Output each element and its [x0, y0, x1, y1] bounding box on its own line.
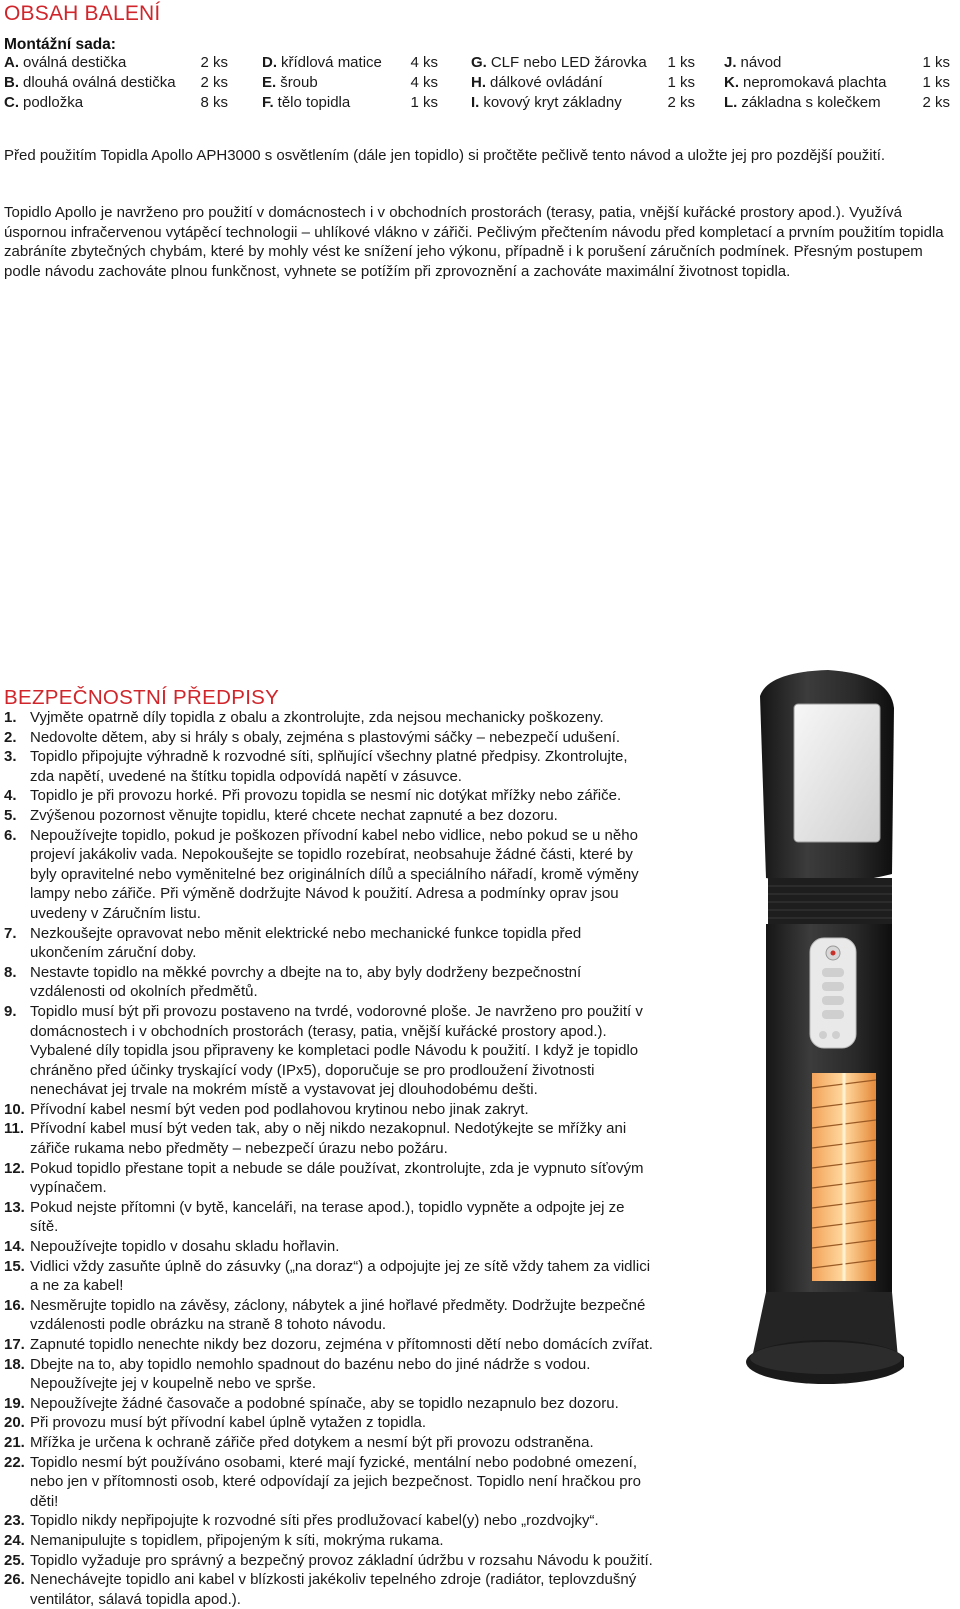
- rule-number: 9.: [4, 1002, 17, 1020]
- rule-text: Vyjměte opatrně díly topidla z obalu a zkontrolujte, zda nejsou mechanicky poškozeny.: [30, 709, 604, 726]
- rule-number: 1.: [4, 709, 17, 726]
- rule-number: 18.: [4, 1355, 25, 1373]
- rule-text: Při provozu musí být přívodní kabel úplně vytažen z topidla.: [30, 1414, 427, 1432]
- rule-text: Nesměrujte topidlo na závěsy, záclony, nábytek a jiné hořlavé předměty. Dodržujte bezpečné vzdálenosti podle obrázku na straně 8 tohoto návodu.: [30, 1296, 646, 1334]
- safety-rule: [4, 806, 654, 826]
- rule-number: 24.: [4, 1531, 25, 1549]
- safety-rule: [4, 1100, 654, 1120]
- rule-number: 17.: [4, 1336, 25, 1353]
- safety-rule: [4, 1570, 654, 1609]
- rule-text: Pokud topidlo přestane topit a nebude se dále používat, zkontrolujte, zda je vypnuto síťovým vypínačem.: [30, 1159, 644, 1197]
- rule-text: Zvýšenou pozornost věnujte topidlu, které chcete nechat zapnuté a bez dozoru.: [30, 806, 558, 824]
- part-item: J. návod 1 ks: [724, 54, 950, 71]
- rule-number: 13.: [4, 1198, 25, 1216]
- rule-text: Topidlo nikdy nepřipojujte k rozvodné síti přes prodlužovací kabel(y) nebo „rozdvojky“.: [30, 1512, 599, 1530]
- rule-number: 16.: [4, 1296, 25, 1314]
- part-item: F. tělo topidla 1 ks: [262, 94, 438, 111]
- safety-rule: [4, 924, 654, 963]
- rule-text: Nezkoušejte opravovat nebo měnit elektrické nebo mechanické funkce topidla před ukončením záruční doby.: [30, 924, 582, 962]
- safety-rule: [4, 1335, 654, 1355]
- safety-rule: [4, 1198, 654, 1237]
- rule-number: 2.: [4, 728, 17, 746]
- rule-number: 20.: [4, 1414, 25, 1432]
- safety-rule: [4, 1355, 654, 1394]
- rule-text: Nepoužívejte žádné časovače a podobné spínače, aby se topidlo nezapnulo bez dozoru.: [30, 1394, 619, 1412]
- safety-rule: [4, 728, 654, 748]
- safety-rules-list: [4, 708, 654, 1609]
- safety-rule: [4, 1433, 654, 1453]
- rule-number: 23.: [4, 1512, 25, 1530]
- assembly-heading: Montážní sada:: [4, 36, 116, 53]
- safety-rule: [4, 747, 654, 786]
- safety-rule: [4, 1511, 654, 1531]
- rule-number: 25.: [4, 1551, 25, 1569]
- safety-rule: [4, 963, 654, 1002]
- part-item: L. základna s kolečkem 2 ks: [724, 94, 950, 111]
- part-item: A. oválná destička 2 ks: [4, 54, 228, 71]
- rule-text: Topidlo musí být při provozu postaveno na tvrdé, vodorovné ploše. Je navrženo pro použití v domácnostech i v obchodních prostorách (terasy, patia, vnější kuřácké prostory apod.). Vybalené díly topidla jsou připraveny ke kompletaci podle Návodu k použití. I když je topidlo chráněno před účinky tryskající vody (IPx5), doporučuje se pro prodloužení životnosti nenechávat jej trvale na mokrém místě a vystavovat jej dlouhodobému dešti.: [30, 1002, 643, 1099]
- part-item: H. dálkové ovládání 1 ks: [471, 74, 695, 91]
- safety-rule: [4, 1531, 654, 1551]
- rule-number: 14.: [4, 1238, 25, 1256]
- rule-number: 3.: [4, 748, 17, 766]
- rule-text: Topidlo připojujte výhradně k rozvodné síti, splňující všechny platné předpisy. Zkontrolujte, zda napětí, uvedené na štítku topidla odpovídá napětí v zásuvce.: [30, 748, 628, 785]
- rule-number: 11.: [4, 1120, 25, 1138]
- safety-rule: [4, 1119, 654, 1158]
- part-item: C. podložka 8 ks: [4, 94, 228, 111]
- rule-number: 21.: [4, 1433, 25, 1451]
- rule-number: 26.: [4, 1571, 25, 1589]
- rule-text: Topidlo nesmí být používáno osobami, které mají fyzické, mentální nebo podobné omezení, nebo jen v přítomnosti osob, které odpovídají za jejich bezpečnost. Topidlo není hračkou pro děti!: [30, 1453, 641, 1510]
- rule-number: 12.: [4, 1159, 25, 1177]
- safety-rule: [4, 786, 654, 806]
- rule-text: Topidlo vyžaduje pro správný a bezpečný provoz základní údržbu v rozsahu Návodu k použití.: [30, 1551, 653, 1569]
- safety-rule: [4, 1296, 654, 1335]
- rule-text: Zapnuté topidlo nenechte nikdy bez dozoru, zejména v přítomnosti dětí nebo domácích zvířat.: [30, 1336, 653, 1353]
- rule-text: Přívodní kabel nesmí být veden pod podlahovou krytinou nebo jinak zakryt.: [30, 1100, 529, 1118]
- rule-number: 19.: [4, 1394, 25, 1412]
- rule-text: Nestavte topidlo na měkké povrchy a dbejte na to, aby byly dodrženy bezpečnostní vzdálenosti od okolních předmětů.: [30, 963, 582, 1001]
- rule-number: 8.: [4, 963, 17, 981]
- rule-number: 5.: [4, 806, 17, 824]
- parts-column-1: [4, 53, 228, 113]
- intro-paragraph-2: Topidlo Apollo je navrženo pro použití v domácnostech i v obchodních prostorách (terasy, patia, vnější kuřácké prostory apod.). Využívá úspornou infračervenou vytápěcí technologii – uhlíkové vlákno v zářiči. Pečlivým přečtením návodu před kompletací a prvním použitím topidla zabráníte zbytečných chybám, které by mohly vést ke snížení jeho výkonu, případně i k porušení záručních podmínek. Přesným postupem podle návodu zachováte plnou funkčnost, vyhnete se potížím při zprovoznění a zachováte maximální životnost topidla.: [4, 204, 944, 280]
- rule-text: Pokud nejste přítomni (v bytě, kanceláři, na terase apod.), topidlo vypněte a odpojte jej ze sítě.: [30, 1198, 625, 1236]
- parts-column-2: [262, 53, 438, 113]
- safety-rule: [4, 1159, 654, 1198]
- safety-rule: [4, 1453, 654, 1512]
- rule-text: Mřížka je určena k ochraně zářiče před dotykem a nesmí být při provozu odstraněna.: [30, 1433, 594, 1451]
- page-title: OBSAH BALENÍ: [4, 2, 161, 25]
- rule-text: Nepoužívejte topidlo, pokud je poškozen přívodní kabel nebo vidlice, nebo pokud se u něho projeví jakákoliv vada. Nepokoušejte se topidlo rozebírat, neobsahuje žádné části, které by byly opravitelné nebo vyměnitelné bez originálních dílů a speciálního nářadí, kromě výměny lampy nebo zářiče. Při výměně dodržujte Návod k použití. Adresa a podmínky oprav jsou uvedeny v Záručním listu.: [30, 826, 639, 922]
- safety-rule: [4, 1237, 654, 1257]
- safety-rule: [4, 1551, 654, 1571]
- safety-rule: [4, 826, 654, 924]
- part-item: D. křídlová matice 4 ks: [262, 54, 438, 71]
- rule-text: Přívodní kabel musí být veden tak, aby o něj nikdo nezakopnul. Nedotýkejte se mřížky ani zářiče rukama nebo předměty – nebezpečí úrazu nebo požáru.: [30, 1120, 627, 1158]
- rule-number: 10.: [4, 1100, 25, 1118]
- intro-paragraph-1: Před použitím Topidla Apollo APH3000 s osvětlením (dále jen topidlo) si pročtěte pečlivě tento návod a uložte jej pro pozdější použití.: [4, 147, 886, 164]
- part-item: B. dlouhá oválná destička 2 ks: [4, 74, 228, 91]
- part-item: I. kovový kryt základny 2 ks: [471, 94, 695, 111]
- rule-text: Vidlici vždy zasuňte úplně do zásuvky („na doraz“) a odpojujte jej ze sítě vždy tahem za vidlici a ne za kabel!: [30, 1257, 651, 1295]
- safety-heading: BEZPEČNOSTNÍ PŘEDPISY: [4, 686, 280, 709]
- rule-text: Nenechávejte topidlo ani kabel v blízkosti jakékoliv tepelného zdroje (radiátor, teplovzdušný ventilátor, sálavá topidla apod.).: [30, 1571, 637, 1608]
- parts-column-4: [724, 53, 950, 113]
- safety-rule: [4, 708, 654, 728]
- safety-rule: [4, 1002, 654, 1100]
- rule-number: 7.: [4, 924, 17, 942]
- rule-text: Nedovolte dětem, aby si hrály s obaly, zejména s plastovými sáčky – nebezpečí udušení.: [30, 728, 621, 746]
- rule-text: Nemanipulujte s topidlem, připojeným k síti, mokrýma rukama.: [30, 1531, 444, 1549]
- rule-number: 22.: [4, 1453, 25, 1471]
- rule-text: Dbejte na to, aby topidlo nemohlo spadnout do bazénu nebo do jiné nádrže s vodou. Nepoužívejte jej v koupelně nebo ve sprše.: [30, 1355, 591, 1393]
- patio-heater-image: [708, 668, 904, 1408]
- part-item: K. nepromokavá plachta 1 ks: [724, 74, 950, 91]
- safety-rule: [4, 1394, 654, 1414]
- safety-rule: [4, 1257, 654, 1296]
- rule-number: 4.: [4, 787, 17, 805]
- parts-column-3: [471, 53, 695, 113]
- part-item: E. šroub 4 ks: [262, 74, 438, 91]
- rule-number: 15.: [4, 1257, 25, 1275]
- safety-rule: [4, 1413, 654, 1433]
- rule-text: Nepoužívejte topidlo v dosahu skladu hořlavin.: [30, 1238, 340, 1256]
- part-item: G. CLF nebo LED žárovka 1 ks: [471, 54, 695, 71]
- rule-text: Topidlo je při provozu horké. Při provozu topidla se nesmí nic dotýkat mřížky nebo zářiče.: [30, 787, 622, 805]
- rule-number: 6.: [4, 826, 17, 844]
